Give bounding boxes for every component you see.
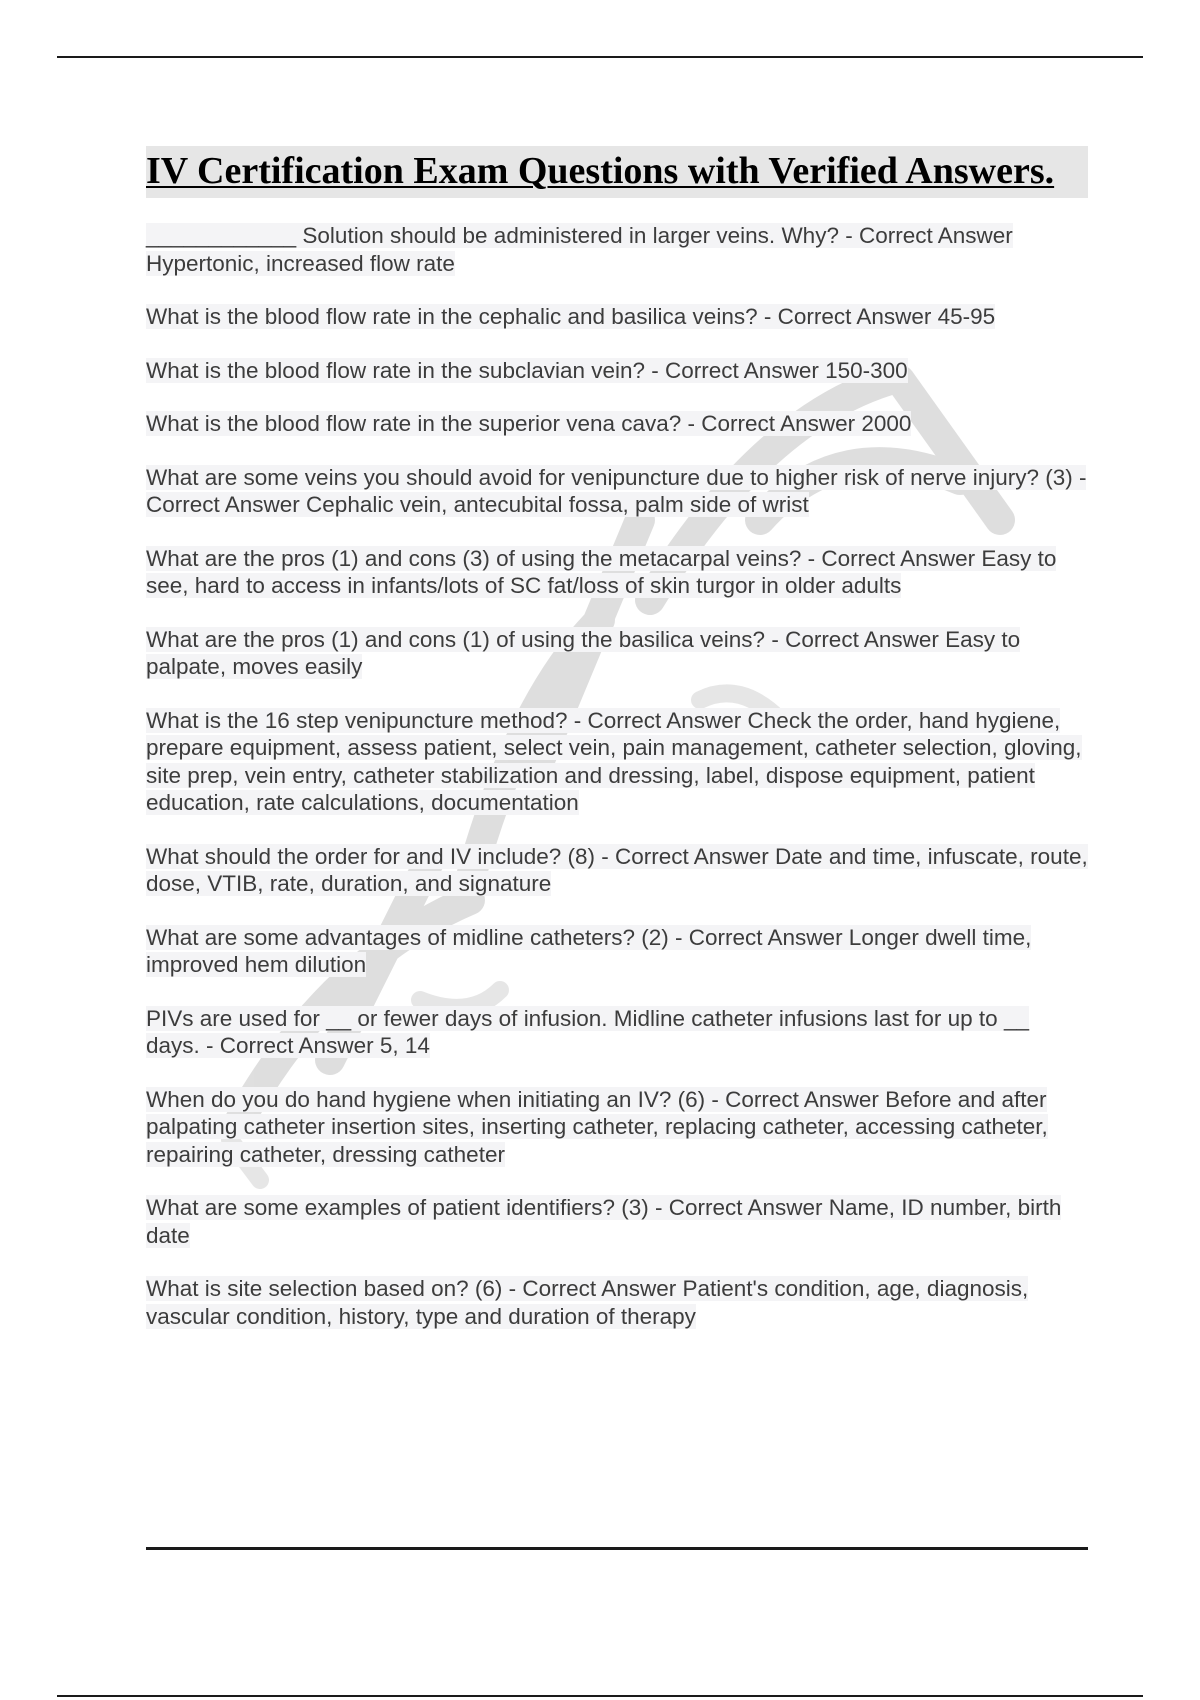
qa-text: What is the blood flow rate in the superior vena cava? - Correct Answer 2000: [146, 411, 912, 436]
qa-text: What should the order for and IV include? (8) - Correct Answer Date and time, infuscate, route, dose, VTIB, rate, duration, and signature: [146, 843, 1088, 896]
qa-text: ____________ Solution should be administered in larger veins. Why? - Correct Answer Hypertonic, increased flow rate: [146, 223, 1013, 276]
qa-text: What is the blood flow rate in the subclavian vein? - Correct Answer 150-300: [146, 357, 908, 383]
qa-text: PIVs are used for __ or fewer days of infusion. Midline catheter infusions last for up to __ days. - Correct Answer 5, 14: [146, 1005, 1029, 1058]
qa-text: What are some examples of patient identifiers? (3) - Correct Answer Name, ID number, birth date: [146, 1195, 1062, 1248]
title-block: [146, 146, 1088, 198]
qa-item: [146, 1005, 1088, 1060]
qa-item: [146, 924, 1088, 979]
qa-text: What are some advantages of midline catheters? (2) - Correct Answer Longer dwell time, improved hem dilution: [146, 924, 1032, 977]
qa-text: What is the blood flow rate in the cephalic and basilica veins? - Correct Answer 45-95: [146, 304, 996, 329]
qa-item: [146, 626, 1088, 681]
qa-item: [146, 843, 1088, 898]
qa-text: What are the pros (1) and cons (3) of using the metacarpal veins? - Correct Answer Easy to see, hard to access in infants/lots of SC fat/loss of skin turgor in older adults: [146, 545, 1057, 598]
qa-text: What are some veins you should avoid for venipuncture due to higher risk of nerve injury? (3) - Correct Answer Cephalic vein, antecubital fossa, palm side of wrist: [146, 464, 1087, 517]
qa-item: [146, 545, 1088, 600]
qa-text: What is the 16 step venipuncture method? - Correct Answer Check the order, hand hygiene, prepare equipment, assess patient, select vein, pain management, catheter selection, gloving, site prep, vein entry, catheter stabilization and dressing, label, dispose equipment, patient education, rate calculations, documentation: [146, 707, 1082, 815]
qa-item: [146, 357, 1088, 385]
document-body: [146, 146, 1088, 1356]
qa-item: [146, 1086, 1088, 1169]
qa-item: [146, 222, 1088, 277]
qa-item: [146, 707, 1088, 817]
bottom-rule: [57, 1695, 1143, 1697]
qa-item: [146, 410, 1088, 438]
qa-text: When do you do hand hygiene when initiating an IV? (6) - Correct Answer Before and after palpating catheter insertion sites, inserting catheter, replacing catheter, accessing catheter, repairing catheter, dressing catheter: [146, 1086, 1048, 1167]
qa-item: [146, 1275, 1088, 1330]
qa-text: What are the pros (1) and cons (1) of using the basilica veins? - Correct Answer Easy to palpate, moves easily: [146, 626, 1021, 679]
qa-item: [146, 1194, 1088, 1249]
page-title: IV Certification Exam Questions with Verified Answers.: [146, 150, 1055, 192]
top-rule: [57, 56, 1143, 58]
content-end-rule: [146, 1547, 1088, 1550]
qa-text: What is site selection based on? (6) - Correct Answer Patient's condition, age, diagnosis, vascular condition, history, type and duration of therapy: [146, 1276, 1029, 1329]
qa-item: [146, 464, 1088, 519]
qa-item: [146, 303, 1088, 331]
